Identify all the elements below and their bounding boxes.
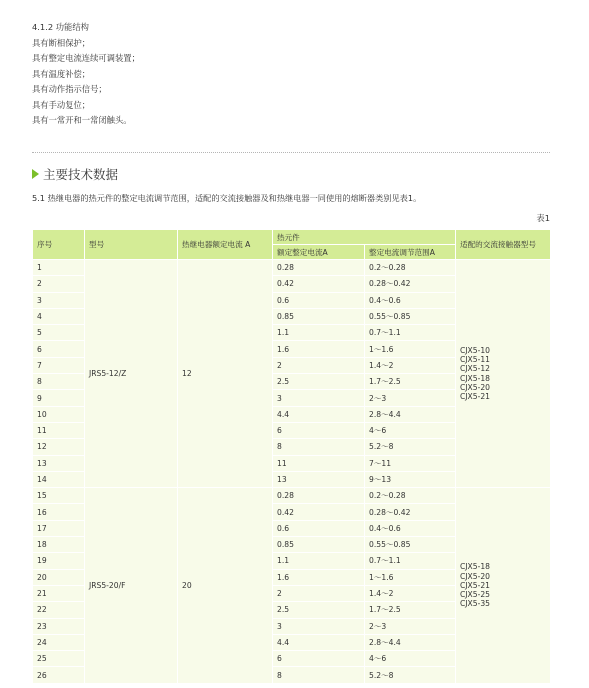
setting-current-cell: 2.5 [273,602,365,618]
row-number-cell: 10 [33,407,85,423]
setting-current-cell: 4.4 [273,635,365,651]
row-number-cell: 3 [33,293,85,309]
section-divider [32,152,550,153]
adjust-range-cell: 0.2～0.28 [365,488,456,504]
contactor-cell [456,488,551,684]
adjust-range-cell: 1.7～2.5 [365,602,456,618]
row-number-cell: 1 [33,260,85,276]
function-item: 具有整定电流连续可调装置； [32,53,140,63]
setting-current-cell: 1.6 [273,570,365,586]
header-model: 型号 [85,230,178,260]
function-heading: 4.1.2 功能结构 [32,22,89,32]
setting-current-cell: 0.6 [273,293,365,309]
adjust-range-cell: 1.7～2.5 [365,374,456,390]
triangle-bullet-icon [32,169,39,179]
adjust-range-cell: 0.28～0.42 [365,276,456,292]
section-title [32,166,118,182]
setting-current-cell: 0.85 [273,309,365,325]
setting-current-cell: 0.28 [273,488,365,504]
row-number-cell: 25 [33,651,85,667]
row-number-cell: 21 [33,586,85,602]
adjust-range-cell: 4～6 [365,651,456,667]
row-number-cell: 12 [33,439,85,455]
setting-current-cell: 2 [273,358,365,374]
adjust-range-cell: 5.2～8 [365,667,456,683]
adjust-range-cell: 1～1.6 [365,570,456,586]
function-item: 具有一常开和一常闭触头。 [32,115,132,125]
row-number-cell: 22 [33,602,85,618]
header-thermal-element: 热元件 [273,230,456,245]
contactor-model: CJX5-11 [460,355,490,365]
row-number-cell: 4 [33,309,85,325]
adjust-range-cell: 0.55～0.85 [365,309,456,325]
adjust-range-cell: 1.4～2 [365,586,456,602]
adjust-range-cell: 9～13 [365,472,456,488]
row-number-cell: 11 [33,423,85,439]
contactor-model: CJX5-20 [460,382,490,392]
contactor-cell [456,260,551,488]
model-cell: JRS5-20/F [85,488,178,684]
contactor-model: CJX5-35 [460,599,490,609]
contactor-model: CJX5-21 [460,580,490,590]
setting-current-cell: 8 [273,667,365,683]
header-rated-current: 热继电器额定电流 A [178,230,273,260]
contactor-model: CJX5-10 [460,345,490,355]
spec-table [32,230,550,684]
setting-current-cell: 6 [273,651,365,667]
adjust-range-cell: 2～3 [365,390,456,406]
contactor-model: CJX5-20 [460,571,490,581]
header-no: 序号 [33,230,85,260]
setting-current-cell: 0.28 [273,260,365,276]
adjust-range-cell: 1～1.6 [365,341,456,357]
setting-current-cell: 3 [273,390,365,406]
row-number-cell: 14 [33,472,85,488]
section-title-text: 主要技术数据 [43,167,119,182]
adjust-range-cell: 2.8～4.4 [365,407,456,423]
setting-current-cell: 2.5 [273,374,365,390]
row-number-cell: 16 [33,504,85,520]
adjust-range-cell: 0.4～0.6 [365,521,456,537]
function-item: 具有动作指示信号； [32,84,107,94]
row-number-cell: 26 [33,667,85,683]
adjust-range-cell: 2～3 [365,619,456,635]
adjust-range-cell: 0.55～0.85 [365,537,456,553]
row-number-cell: 8 [33,374,85,390]
setting-current-cell: 8 [273,439,365,455]
adjust-range-cell: 4～6 [365,423,456,439]
setting-current-cell: 1.1 [273,325,365,341]
setting-current-cell: 1.6 [273,341,365,357]
setting-current-cell: 4.4 [273,407,365,423]
setting-current-cell: 0.42 [273,276,365,292]
row-number-cell: 7 [33,358,85,374]
section-description: 5.1 热继电器的热元件的整定电流调节范围，适配的交流接触器及和热继电器一同使用的熔断器类别见表1。 [32,193,422,203]
contactor-model: CJX5-18 [460,373,490,383]
setting-current-cell: 0.85 [273,537,365,553]
row-number-cell: 13 [33,456,85,472]
row-number-cell: 9 [33,390,85,406]
adjust-range-cell: 2.8～4.4 [365,635,456,651]
adjust-range-cell: 1.4～2 [365,358,456,374]
setting-current-cell: 3 [273,619,365,635]
setting-current-cell: 0.42 [273,504,365,520]
function-structure [32,20,140,129]
rated-current-cell: 20 [178,488,273,684]
adjust-range-cell: 0.2～0.28 [365,260,456,276]
row-number-cell: 23 [33,619,85,635]
row-number-cell: 15 [33,488,85,504]
contactor-model: CJX5-18 [460,562,490,572]
row-number-cell: 17 [33,521,85,537]
header-contactor: 适配的交流接触器型号 [456,230,551,260]
row-number-cell: 20 [33,570,85,586]
row-number-cell: 5 [33,325,85,341]
function-item: 具有温度补偿； [32,68,91,79]
header-adjust-range: 整定电流调节范围A [365,245,456,260]
function-item: 具有手动复位； [32,99,91,110]
table-label: 表1 [536,213,550,223]
row-number-cell: 18 [33,537,85,553]
contactor-model: CJX5-21 [460,391,490,401]
contactor-model: CJX5-12 [460,364,490,374]
setting-current-cell: 0.6 [273,521,365,537]
adjust-range-cell: 7～11 [365,456,456,472]
model-cell: JRS5-12/Z [85,260,178,488]
row-number-cell: 24 [33,635,85,651]
setting-current-cell: 13 [273,472,365,488]
setting-current-cell: 2 [273,586,365,602]
adjust-range-cell: 5.2～8 [365,439,456,455]
header-setting-current: 额定整定电流A [273,245,365,260]
adjust-range-cell: 0.4～0.6 [365,293,456,309]
function-item: 具有断相保护； [32,37,91,48]
row-number-cell: 2 [33,276,85,292]
row-number-cell: 19 [33,553,85,569]
row-number-cell: 6 [33,341,85,357]
rated-current-cell: 12 [178,260,273,488]
setting-current-cell: 6 [273,423,365,439]
adjust-range-cell: 0.7～1.1 [365,325,456,341]
adjust-range-cell: 0.28～0.42 [365,504,456,520]
contactor-model: CJX5-25 [460,590,490,600]
setting-current-cell: 11 [273,456,365,472]
adjust-range-cell: 0.7～1.1 [365,553,456,569]
setting-current-cell: 1.1 [273,553,365,569]
